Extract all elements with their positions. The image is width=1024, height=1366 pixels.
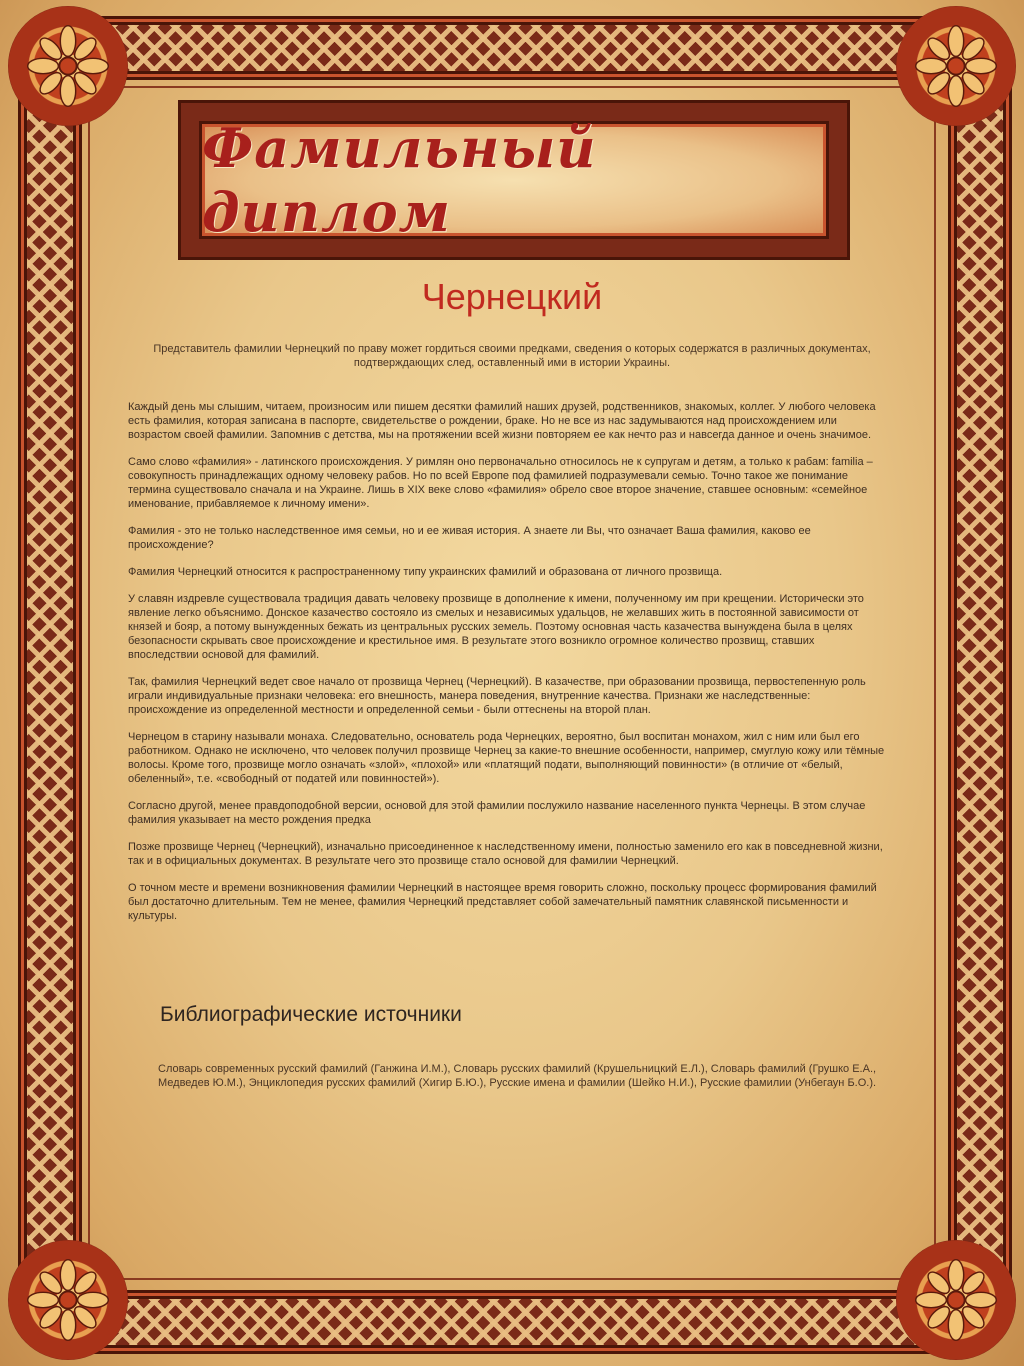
intro-text: Представитель фамилии Чернецкий по праву может гордиться своими предками, сведения о которых содержатся в различных документах, подтверждающих след, оставленный ими в истории Украины. (153, 343, 871, 369)
knotwork-border-top (70, 16, 960, 80)
bibliography-heading: Библиографические источники (160, 1003, 462, 1026)
title-plaque-inner (199, 116, 829, 244)
knotwork-border-left (18, 70, 82, 1302)
paragraph: Каждый день мы слышим, читаем, произносим или пишем десятки фамилий наших друзей, родственников, знакомых, коллег. У любого человека есть фамилия, которая записана в паспорте, свидетельстве о рождении, браке. Но не все из нас задумываются над происхождением или возрастом своей фамилии. Запомнив с детства, мы на протяжении всей жизни повторяем ее как нечто раз и навсегда данное и очень значимое. (128, 401, 876, 441)
paragraph: Согласно другой, менее правдоподобной версии, основой для этой фамилии послужило название населенного пункта Чернецы. В этом случае фамилия указывает на место рождения предка (128, 800, 866, 826)
paragraph: Позже прозвище Чернец (Чернецкий), изначально присоединенное к наследственному имени, полностью заменило его как в повседневной жизни, так и в официальных документах. В результате чего это прозвище стало основой для фамилии Чернецкий. (128, 841, 883, 867)
corner-rosette-icon (896, 6, 1016, 126)
corner-rosette-icon (8, 1240, 128, 1360)
paragraph: Фамилия - это не только наследственное имя семьи, но и ее живая история. А знаете ли Вы, что означает Ваша фамилия, каково ее происхождение? (128, 525, 811, 551)
surname-heading: Чернецкий (421, 276, 603, 317)
body-text (128, 400, 888, 936)
paragraph: У славян издревле существовала традиция давать человеку прозвище в дополнение к имени, полученному им при крещении. Исторически это явление легко объяснимо. Донское казачество состояло из смелых и независимых удальцов, не желавших жить в постоянной зависимости от князей и бояр, а потому вынужденных бежать из центральных русских земель. Поэтому основная часть казачества вынуждена была в целях безопасности скрывать свое происхождение и крестильное имя. В результате этого возникло огромное количество прозвищ, ставших впоследствии основой для фамилий. (128, 593, 864, 661)
paragraph: Чернецом в старину называли монаха. Следовательно, основатель рода Чернецких, вероятно, был воспитан монахом, жил с ним или был его работником. Однако не исключено, что человек получил прозвище Чернец за какие-то внешние особенности, например, смуглую кожу или тёмные волосы. Кроме того, прозвище могло означать «злой», «плохой» или «платящий подати, выполняющий повинности» (в отличие от «белый, обеленный», т.е. «свободный от податей или повинностей»). (128, 731, 885, 785)
paragraph: Фамилия Чернецкий относится к распространенному типу украинских фамилий и образована от личного прозвища. (128, 566, 723, 578)
bibliography-text: Словарь современных русский фамилий (Ганжина И.М.), Словарь русских фамилий (Крушельницкий Е.Л.), Словарь фамилий (Грушко Е.А., Медведев Ю.М.), Энциклопедия русских фамилий (Хигир Б.Ю.), Русские имена и фамилии (Шейко Н.И.), Русские фамилии (Унбегаун Б.О.). (158, 1063, 877, 1089)
paragraph: О точном месте и времени возникновения фамилии Чернецкий в настоящее время говорить сложно, поскольку процесс формирования фамилий был достаточно длительным. Тем не менее, фамилия Чернецкий представляет собой замечательный памятник славянской письменности и культуры. (128, 882, 877, 922)
paragraph: Само слово «фамилия» - латинского происхождения. У римлян оно первоначально относилось не к супругам и детям, а только к рабам: familia – совокупность принадлежащих одному человеку рабов. Но по всей Европе под фамилией подразумевали семью. Точно такое же понимание термина существовало сначала и на Украине. Лишь в XIX веке слово «фамилия» обрело свое второе значение, ставшее основным: «семейное именование, прибавляемое к личному имени». (128, 456, 873, 510)
corner-rosette-icon (8, 6, 128, 126)
title-plaque (178, 100, 850, 260)
corner-rosette-icon (896, 1240, 1016, 1360)
knotwork-border-right (948, 70, 1012, 1302)
knotwork-border-bottom (70, 1290, 960, 1354)
paragraph: Так, фамилия Чернецкий ведет свое начало от прозвища Чернец (Чернецкий). В казачестве, при образовании прозвища, первостепенную роль играли индивидуальные признаки человека: его внешность, манера поведения, внутренние качества. Признаки же наследственные: происхождение из определенной местности и определенной семьи - были оттеснены на второй план. (128, 676, 866, 716)
diploma-title: Фамильный диплом (202, 116, 597, 244)
